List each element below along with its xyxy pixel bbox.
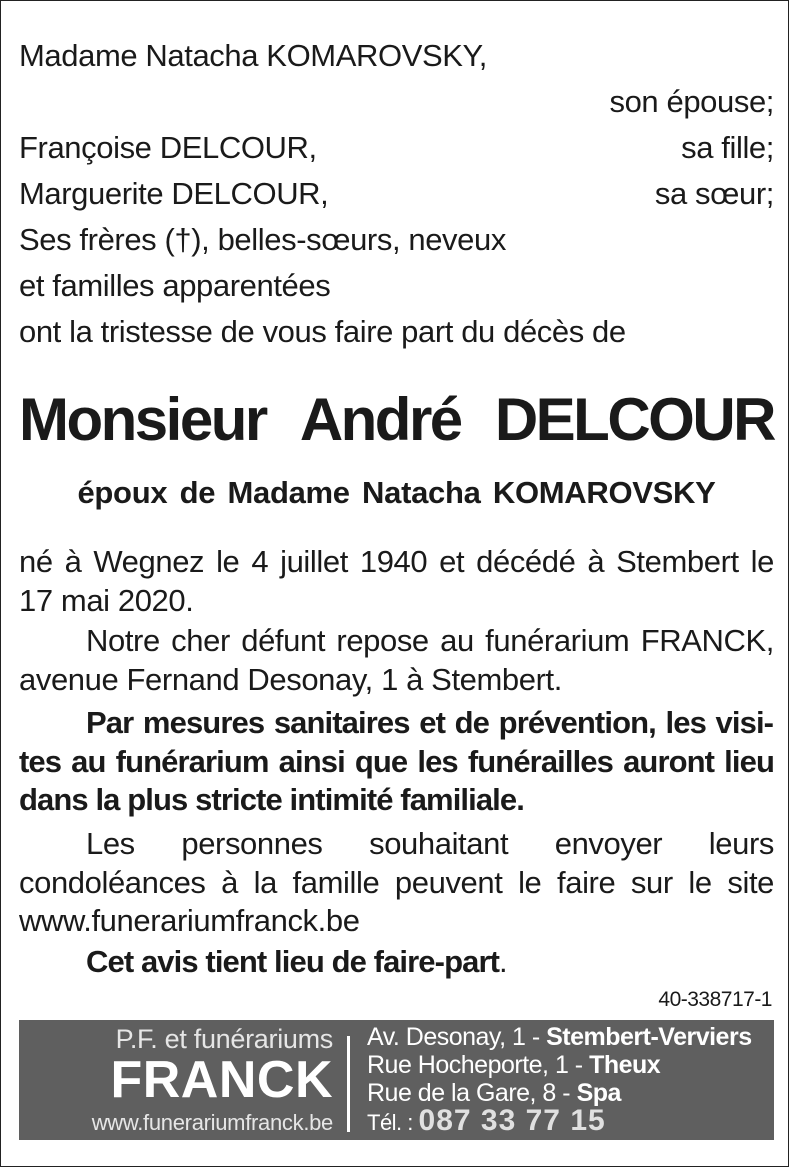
- deceased-name: [19, 382, 774, 458]
- daughter-row: [19, 125, 774, 171]
- address-street: Rue Hocheporte, 1 -: [367, 1051, 590, 1079]
- sister-row: [19, 171, 774, 217]
- deceased-title: Monsieur: [19, 386, 266, 453]
- deceased-first-name: André: [299, 386, 461, 453]
- funeral-home-addresses: [367, 1023, 752, 1137]
- address-line: [367, 1023, 752, 1051]
- wife-relation: son épouse;: [609, 84, 774, 119]
- announcement: ont la tristesse de vous faire part du décès de: [19, 314, 626, 349]
- sanitary-paragraph: Par mesures sanitaires et de prévention, les visites au funérarium ainsi que les funérailles auront lieu dans la plus stricte intimité familiale.: [19, 705, 774, 817]
- funeral-home-brand: FRANCK: [110, 1051, 333, 1109]
- wife-name: Madame Natacha KOMAROVSKY,: [19, 38, 488, 73]
- address-line: [367, 1079, 752, 1107]
- closing-end: .: [499, 944, 508, 979]
- birth-death-paragraph: né à Wegnez le 4 juillet 1940 et décédé à Stembert le 17 mai 2020.: [19, 544, 774, 618]
- deceased-last-name: DELCOUR: [494, 386, 774, 453]
- footer-divider: [347, 1036, 350, 1132]
- daughter-relation: sa fille;: [681, 130, 774, 165]
- address-street: Av. Desonay, 1 -: [367, 1023, 547, 1051]
- address-city: Spa: [576, 1079, 621, 1107]
- address-city: Theux: [589, 1051, 661, 1079]
- sister-name: Marguerite DELCOUR,: [19, 176, 329, 211]
- telephone-number: 087 33 77 15: [418, 1104, 606, 1137]
- funeral-home-url: www.funerariumfranck.be: [91, 1110, 333, 1135]
- address-street: Rue de la Gare, 8 -: [367, 1079, 577, 1107]
- funeral-home-brand-block: [19, 1020, 333, 1140]
- reference-number: 40-338717-1: [658, 988, 772, 1011]
- telephone-line: [367, 1104, 752, 1137]
- others-line-2: et familles apparentées: [19, 268, 331, 303]
- spouse-line: époux de Madame Natacha KOMAROVSKY: [77, 475, 716, 510]
- others-line-1: Ses frères (†), belles-sœurs, neveux: [19, 222, 506, 257]
- telephone-label: Tél. :: [367, 1110, 419, 1135]
- condolences-paragraph: Les personnes souhaitant envoyer leurs condoléances à la famille peuvent le faire sur le site www.funerariumfranck.be: [19, 826, 774, 938]
- address-city: Stembert-Verviers: [546, 1023, 752, 1051]
- closing-bold: Cet avis tient lieu de faire-part: [86, 944, 500, 979]
- address-line: [367, 1051, 752, 1079]
- closing-paragraph: [19, 943, 774, 982]
- sister-relation: sa sœur;: [654, 176, 774, 211]
- repose-paragraph: Notre cher défunt repose au funérarium FRANCK, avenue Fernand Desonay, 1 à Stembert.: [19, 623, 774, 697]
- funeral-home-subtitle: P.F. et funérariums: [115, 1024, 333, 1054]
- funeral-home-banner: [19, 1020, 774, 1140]
- family-block: [19, 33, 774, 355]
- daughter-name: Françoise DELCOUR,: [19, 130, 317, 165]
